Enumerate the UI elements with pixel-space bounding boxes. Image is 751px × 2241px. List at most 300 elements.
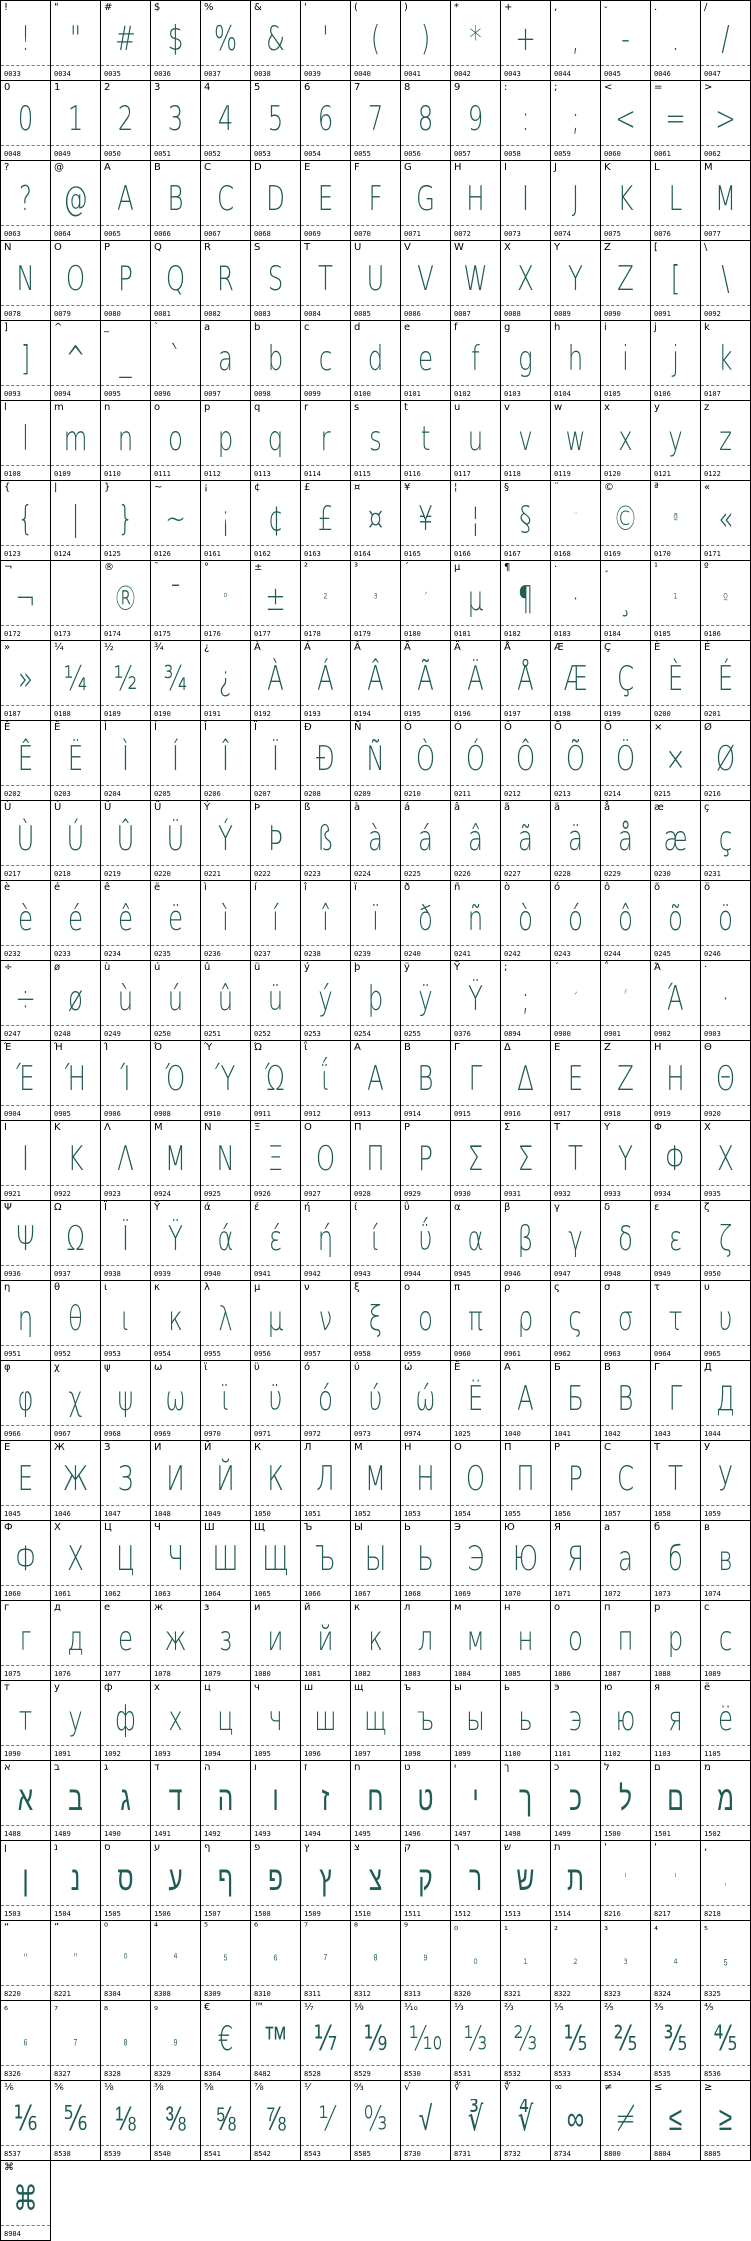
glyph-sample: x	[618, 419, 633, 459]
glyph-cell	[601, 961, 651, 1041]
glyph-sample: ⅑	[363, 2019, 388, 2059]
glyph-code: 0067	[204, 230, 221, 238]
baseline-guide	[701, 225, 750, 226]
glyph-sample: ¤	[367, 499, 384, 539]
glyph-code: 0194	[354, 710, 371, 718]
baseline-guide	[701, 2145, 750, 2146]
glyph-sample: 2	[117, 99, 134, 139]
baseline-guide	[501, 385, 550, 386]
glyph-code: 0177	[254, 630, 271, 638]
glyph-cell	[151, 1681, 201, 1761]
baseline-guide	[351, 545, 400, 546]
glyph-cell	[51, 161, 101, 241]
glyph-cell	[701, 961, 751, 1041]
glyph-sample: Y	[568, 259, 583, 299]
glyph-reference-char: έ	[254, 1202, 260, 1213]
glyph-reference-char: ה	[204, 1762, 211, 1773]
glyph-code: 0042	[454, 70, 471, 78]
glyph-reference-char: ⅟	[304, 2082, 310, 2093]
glyph-reference-char: ע	[154, 1842, 161, 1853]
glyph-code: 0225	[404, 870, 421, 878]
glyph-sample: ק	[418, 1859, 433, 1899]
baseline-guide	[551, 65, 600, 66]
glyph-code: 0161	[204, 550, 221, 558]
glyph-sample: Ϋ	[168, 1219, 183, 1259]
glyph-code: 0175	[154, 630, 171, 638]
glyph-reference-char: Ð	[304, 722, 312, 733]
baseline-guide	[1, 1025, 50, 1026]
glyph-cell	[251, 1201, 301, 1281]
glyph-reference-char: α	[454, 1202, 461, 1213]
glyph-reference-char: Ы	[354, 1522, 363, 1533]
glyph-cell	[451, 1761, 501, 1841]
glyph-cell	[101, 1121, 151, 1201]
glyph-reference-char: ;	[504, 962, 508, 973]
glyph-code: 0171	[704, 550, 721, 558]
baseline-guide	[201, 1825, 250, 1826]
glyph-code: 0249	[104, 1030, 121, 1038]
glyph-reference-char: ù	[104, 962, 111, 973]
glyph-cell	[601, 1841, 651, 1921]
glyph-code: 0964	[654, 1350, 671, 1358]
glyph-code: 1498	[504, 1830, 521, 1838]
glyph-cell	[551, 561, 601, 641]
baseline-guide	[1, 865, 50, 866]
glyph-code: 1077	[104, 1670, 121, 1678]
glyph-sample: ø	[68, 979, 83, 1019]
glyph-code: 1047	[104, 1510, 121, 1518]
baseline-guide	[651, 1105, 700, 1106]
glyph-code: 0954	[154, 1350, 171, 1358]
glyph-cell	[651, 561, 701, 641]
glyph-cell	[1, 1841, 51, 1921]
glyph-reference-char: Ê	[4, 722, 11, 733]
glyph-cell	[601, 1281, 651, 1361]
glyph-sample: Ί	[120, 1059, 131, 1099]
glyph-cell	[501, 1201, 551, 1281]
glyph-reference-char: P	[104, 242, 111, 253]
glyph-cell	[201, 401, 251, 481]
glyph-cell	[501, 1601, 551, 1681]
glyph-sample: Л	[316, 1459, 335, 1499]
glyph-reference-char: μ	[254, 1282, 261, 1293]
baseline-guide	[301, 305, 350, 306]
glyph-sample: >	[715, 99, 736, 139]
glyph-sample: ä	[567, 819, 584, 859]
glyph-reference-char: _	[104, 322, 109, 333]
glyph-reference-char: ъ	[404, 1682, 412, 1693]
glyph-cell	[151, 81, 201, 161]
glyph-reference-char: д	[54, 1602, 61, 1613]
glyph-cell	[501, 1521, 551, 1601]
glyph-sample: 6	[317, 99, 334, 139]
glyph-cell	[51, 1121, 101, 1201]
glyph-sample: $	[167, 19, 184, 59]
baseline-guide	[301, 1265, 350, 1266]
glyph-reference-char: Ρ	[404, 1122, 411, 1133]
glyph-cell	[201, 641, 251, 721]
glyph-reference-char: U	[354, 242, 362, 253]
glyph-code: 0072	[454, 230, 471, 238]
glyph-code: 0044	[554, 70, 571, 78]
glyph-code: 0100	[354, 390, 371, 398]
glyph-sample: à	[367, 819, 384, 859]
glyph-code: 0039	[304, 70, 321, 78]
glyph-cell	[51, 1521, 101, 1601]
glyph-sample: v	[518, 419, 533, 459]
glyph-sample: о	[568, 1619, 583, 1659]
baseline-guide	[651, 865, 700, 866]
baseline-guide	[51, 225, 100, 226]
baseline-guide	[101, 1505, 150, 1506]
glyph-code: 1025	[454, 1430, 471, 1438]
glyph-reference-char: ®	[104, 562, 114, 573]
glyph-code: 0935	[704, 1190, 721, 1198]
glyph-reference-char: ל	[604, 1762, 610, 1773]
glyph-cell	[351, 721, 401, 801]
baseline-guide	[451, 65, 500, 66]
glyph-code: 0938	[104, 1270, 121, 1278]
glyph-sample: ≥	[718, 2099, 733, 2139]
glyph-cell	[301, 1681, 351, 1761]
baseline-guide	[601, 1585, 650, 1586]
baseline-guide	[51, 625, 100, 626]
glyph-sample: б	[668, 1539, 683, 1579]
glyph-sample: ;	[571, 99, 580, 139]
glyph-reference-char: ⁸	[354, 1922, 359, 1933]
baseline-guide	[1, 1425, 50, 1426]
baseline-guide	[101, 945, 150, 946]
glyph-reference-char: N	[4, 242, 12, 253]
glyph-sample: Ÿ	[468, 979, 483, 1019]
glyph-code: 0237	[254, 950, 271, 958]
baseline-guide	[551, 225, 600, 226]
baseline-guide	[51, 305, 100, 306]
glyph-reference-char: 4	[204, 82, 211, 93]
glyph-cell	[151, 1361, 201, 1441]
glyph-code: 0905	[54, 1110, 71, 1118]
baseline-guide	[401, 145, 450, 146]
glyph-code: 0192	[254, 710, 271, 718]
glyph-sample: Щ	[262, 1539, 289, 1579]
glyph-sample: ₆	[23, 2030, 28, 2048]
glyph-reference-char: r	[304, 402, 309, 413]
glyph-cell	[1, 961, 51, 1041]
glyph-code: 1100	[504, 1750, 521, 1758]
glyph-code: 8533	[554, 2070, 571, 2078]
glyph-code: 0211	[454, 790, 471, 798]
baseline-guide	[101, 625, 150, 626]
baseline-guide	[251, 65, 300, 66]
glyph-code: 1089	[704, 1670, 721, 1678]
glyph-code: 1510	[354, 1910, 371, 1918]
glyph-cell	[501, 2081, 551, 2161]
glyph-sample: е	[117, 1619, 134, 1659]
glyph-reference-char: м	[454, 1602, 462, 1613]
baseline-guide	[401, 705, 450, 706]
glyph-reference-char: Í	[154, 722, 157, 733]
baseline-guide	[601, 225, 650, 226]
glyph-reference-char: m	[54, 402, 64, 413]
glyph-reference-char: c	[304, 322, 310, 333]
glyph-reference-char: щ	[354, 1682, 364, 1693]
glyph-sample: ¾	[163, 659, 188, 699]
glyph-cell	[1, 801, 51, 881]
glyph-reference-char: 2	[104, 82, 111, 93]
glyph-cell	[551, 1121, 601, 1201]
glyph-sample: С	[616, 1459, 635, 1499]
glyph-sample: й	[317, 1619, 334, 1659]
glyph-sample: ý	[318, 979, 333, 1019]
glyph-reference-char: А	[504, 1362, 511, 1373]
glyph-cell	[301, 1761, 351, 1841]
glyph-sample: Ù	[16, 819, 35, 859]
glyph-cell	[351, 1, 401, 81]
baseline-guide	[701, 1505, 750, 1506]
glyph-cell	[1, 1521, 51, 1601]
baseline-guide	[701, 145, 750, 146]
glyph-cell	[301, 561, 351, 641]
glyph-code: 1090	[4, 1750, 21, 1758]
glyph-sample: Ρ	[418, 1139, 433, 1179]
glyph-reference-char: η	[4, 1282, 11, 1293]
baseline-guide	[201, 1105, 250, 1106]
glyph-cell	[601, 161, 651, 241]
glyph-sample: ¿	[218, 659, 233, 699]
glyph-cell	[51, 1041, 101, 1121]
glyph-reference-char: @	[54, 162, 64, 173]
baseline-guide	[301, 705, 350, 706]
baseline-guide	[1, 545, 50, 546]
glyph-sample: н	[517, 1619, 534, 1659]
glyph-cell	[201, 1281, 251, 1361]
glyph-reference-char: א	[4, 1762, 11, 1773]
glyph-code: 0242	[504, 950, 521, 958]
glyph-code: 1057	[604, 1510, 621, 1518]
glyph-cell	[701, 641, 751, 721]
glyph-cell	[451, 721, 501, 801]
glyph-cell	[101, 641, 151, 721]
glyph-reference-char: Я	[554, 1522, 561, 1533]
baseline-guide	[101, 305, 150, 306]
glyph-sample: Z	[617, 259, 634, 299]
glyph-code: 0246	[704, 950, 721, 958]
glyph-reference-char: “	[4, 1922, 10, 1933]
glyph-code: 0213	[554, 790, 571, 798]
glyph-sample: ο	[418, 1299, 433, 1339]
glyph-code: 0055	[354, 150, 371, 158]
glyph-cell	[501, 1441, 551, 1521]
glyph-cell	[701, 1521, 751, 1601]
glyph-reference-char: ¾	[154, 642, 164, 653]
glyph-reference-char: /	[704, 2, 708, 13]
glyph-cell	[1, 2081, 51, 2161]
glyph-sample: Û	[116, 819, 135, 859]
baseline-guide	[601, 1505, 650, 1506]
glyph-sample: Ε	[567, 1059, 584, 1099]
baseline-guide	[101, 2065, 150, 2066]
glyph-reference-char: Н	[404, 1442, 412, 1453]
glyph-sample: é	[67, 899, 84, 939]
glyph-code: 0110	[104, 470, 121, 478]
baseline-guide	[651, 545, 700, 546]
glyph-reference-char: B	[154, 162, 161, 173]
glyph-cell	[451, 1121, 501, 1201]
glyph-sample: ¡	[220, 499, 231, 539]
glyph-reference-char: ∞	[554, 2082, 563, 2093]
baseline-guide	[51, 785, 100, 786]
glyph-sample: Β	[417, 1059, 434, 1099]
glyph-code: 0123	[4, 550, 21, 558]
glyph-cell	[101, 721, 151, 801]
glyph-reference-char: q	[254, 402, 261, 413]
glyph-sample: ·	[571, 579, 580, 619]
glyph-code: 8541	[204, 2150, 221, 2158]
baseline-guide	[451, 2145, 500, 2146]
glyph-code: 1041	[554, 1430, 571, 1438]
glyph-reference-char: º	[704, 562, 709, 573]
glyph-sample: ξ	[368, 1299, 383, 1339]
glyph-code: 8585	[354, 2150, 371, 2158]
baseline-guide	[701, 785, 750, 786]
glyph-sample: ΰ	[418, 1219, 433, 1259]
glyph-cell	[601, 881, 651, 961]
glyph-code: 8323	[604, 1990, 621, 1998]
glyph-cell	[451, 1, 501, 81]
glyph-cell	[201, 321, 251, 401]
glyph-sample: ¯	[169, 579, 182, 619]
glyph-code: 0918	[604, 1110, 621, 1118]
glyph-sample: K	[617, 179, 634, 219]
baseline-guide	[101, 1425, 150, 1426]
glyph-cell	[351, 1521, 401, 1601]
glyph-sample: Т	[668, 1459, 683, 1499]
glyph-code: 8329	[154, 2070, 171, 2078]
baseline-guide	[51, 2145, 100, 2146]
baseline-guide	[151, 1985, 200, 1986]
glyph-sample: Ê	[17, 739, 34, 779]
glyph-sample: З	[117, 1459, 134, 1499]
glyph-code: 0957	[304, 1350, 321, 1358]
baseline-guide	[451, 1665, 500, 1666]
glyph-reference-char: j	[654, 322, 657, 333]
glyph-reference-char: I	[504, 162, 507, 173]
glyph-code: 1098	[404, 1750, 421, 1758]
glyph-code: 0967	[54, 1430, 71, 1438]
glyph-reference-char: ψ	[104, 1362, 111, 1373]
glyph-cell	[101, 81, 151, 161]
glyph-code: 8536	[704, 2070, 721, 2078]
glyph-cell	[701, 1121, 751, 1201]
glyph-cell	[601, 241, 651, 321]
glyph-code: 1065	[254, 1590, 271, 1598]
glyph-sample: ₈	[123, 2030, 128, 2048]
glyph-sample: "	[69, 19, 82, 59]
glyph-cell	[551, 881, 601, 961]
baseline-guide	[351, 1105, 400, 1106]
baseline-guide	[151, 1745, 200, 1746]
glyph-sample: Η	[666, 1059, 685, 1099]
glyph-code: 8327	[54, 2070, 71, 2078]
glyph-cell	[1, 561, 51, 641]
glyph-cell	[701, 321, 751, 401]
glyph-code: 1054	[454, 1510, 471, 1518]
baseline-guide	[1, 1585, 50, 1586]
glyph-code: 1068	[404, 1590, 421, 1598]
baseline-guide	[451, 1185, 500, 1186]
glyph-code: 1075	[4, 1670, 21, 1678]
baseline-guide	[551, 865, 600, 866]
baseline-guide	[151, 145, 200, 146]
baseline-guide	[351, 1185, 400, 1186]
baseline-guide	[351, 1665, 400, 1666]
glyph-cell	[351, 2001, 401, 2081]
baseline-guide	[451, 385, 500, 386]
glyph-code: 0235	[154, 950, 171, 958]
glyph-code: 1491	[154, 1830, 171, 1838]
glyph-code: 1509	[304, 1910, 321, 1918]
glyph-code: 0034	[54, 70, 71, 78]
glyph-sample: Κ	[67, 1139, 84, 1179]
glyph-reference-char: Ã	[404, 642, 411, 653]
glyph-sample: σ	[617, 1299, 634, 1339]
glyph-reference-char: ↉	[354, 2082, 364, 2093]
glyph-cell	[551, 401, 601, 481]
glyph-sample: ∜	[517, 2099, 534, 2139]
glyph-sample: ⁶	[273, 1950, 278, 1968]
glyph-sample: ³	[373, 590, 378, 608]
glyph-sample: ⅗	[663, 2019, 688, 2059]
glyph-sample: d	[367, 339, 384, 379]
glyph-reference-char: ₂	[554, 1922, 559, 1933]
glyph-code: 0195	[404, 710, 421, 718]
glyph-code: 0046	[654, 70, 671, 78]
glyph-cell	[251, 241, 301, 321]
baseline-guide	[401, 1425, 450, 1426]
baseline-guide	[101, 465, 150, 466]
baseline-guide	[101, 2145, 150, 2146]
glyph-code: 0078	[4, 310, 21, 318]
glyph-code: 0125	[104, 550, 121, 558]
glyph-sample: δ	[618, 1219, 633, 1259]
glyph-cell	[701, 401, 751, 481]
glyph-reference-char: ,	[554, 2, 558, 13]
glyph-reference-char: ú	[154, 962, 161, 973]
glyph-code: 0041	[404, 70, 421, 78]
glyph-code: 0107	[704, 390, 721, 398]
glyph-sample: Ο	[315, 1139, 336, 1179]
glyph-sample: Д	[715, 1379, 736, 1419]
baseline-guide	[301, 2145, 350, 2146]
baseline-guide	[501, 1585, 550, 1586]
glyph-code: 1514	[554, 1910, 571, 1918]
glyph-cell	[201, 561, 251, 641]
glyph-code: 0243	[554, 950, 571, 958]
baseline-guide	[201, 2145, 250, 2146]
glyph-cell	[351, 161, 401, 241]
baseline-guide	[551, 1585, 600, 1586]
glyph-reference-char: -	[604, 2, 608, 13]
glyph-sample: À	[267, 659, 284, 699]
glyph-sample: √	[418, 2099, 433, 2139]
glyph-sample: 8	[417, 99, 434, 139]
glyph-sample: А	[517, 1379, 534, 1419]
glyph-reference-char: <	[604, 82, 613, 93]
glyph-code: 1042	[604, 1430, 621, 1438]
glyph-cell	[651, 1521, 701, 1601]
baseline-guide	[201, 705, 250, 706]
glyph-sample: Я	[566, 1539, 585, 1579]
